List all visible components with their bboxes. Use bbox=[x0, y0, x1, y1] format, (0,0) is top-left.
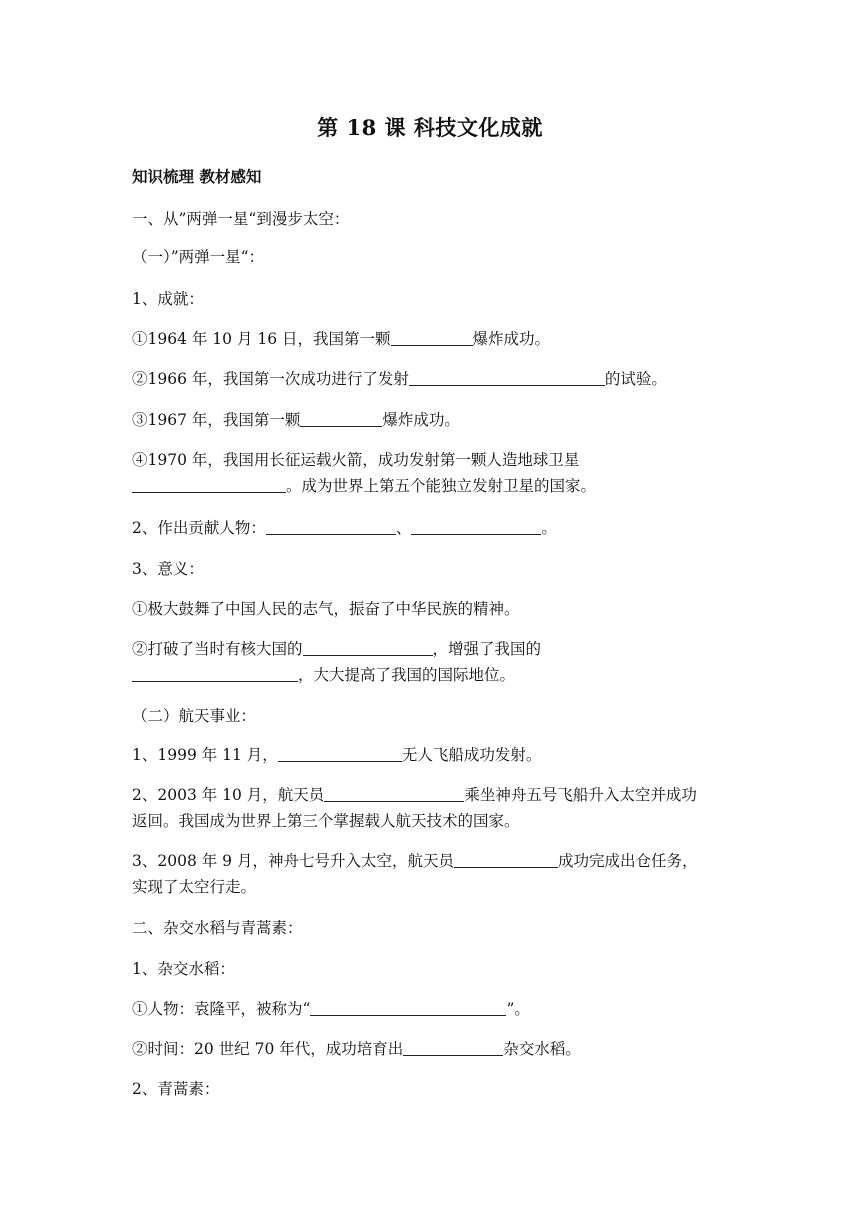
artemisinin-label: 2、青蒿素： bbox=[132, 1080, 220, 1098]
contributors-separator: 、 bbox=[395, 519, 412, 537]
space-item-2-line1 bbox=[132, 782, 742, 808]
page-title: 第 18 课 科技文化成就 bbox=[317, 115, 543, 140]
rice-item-1-text-before: ①人物：袁隆平，被称为“ bbox=[132, 1000, 311, 1018]
significance-1: ①极大鼓舞了中国人民的志气，振奋了中华民族的精神。 bbox=[132, 600, 520, 618]
fill-blank[interactable] bbox=[300, 410, 382, 427]
achievement-2-text-before: ②1966 年，我国第一次成功进行了发射 bbox=[132, 370, 409, 388]
fill-blank[interactable] bbox=[391, 329, 473, 346]
section-heading: 知识梳理 教材感知 bbox=[132, 167, 262, 186]
achievement-1-text-after: 爆炸成功。 bbox=[472, 330, 551, 348]
rice-item-1 bbox=[132, 996, 742, 1022]
significance-2-line1 bbox=[132, 636, 742, 662]
fill-blank[interactable] bbox=[132, 665, 298, 682]
fill-blank[interactable] bbox=[411, 518, 541, 535]
space-item-1-text-after: 无人飞船成功发射。 bbox=[401, 746, 542, 764]
fill-blank[interactable] bbox=[324, 785, 464, 802]
fill-blank[interactable] bbox=[403, 1039, 503, 1056]
fill-blank[interactable] bbox=[266, 518, 396, 535]
fill-blank[interactable] bbox=[303, 639, 433, 656]
space-item-3-text-before: 3、2008 年 9 月，神舟七号升入太空，航天员 bbox=[132, 852, 454, 870]
fill-blank[interactable] bbox=[132, 476, 286, 493]
space-item-3-text-mid: 成功完成出仓任务， bbox=[557, 852, 698, 870]
achievement-4-text-after: 。成为世界上第五个能独立发射卫星的国家。 bbox=[286, 477, 597, 495]
achievement-4-line2 bbox=[132, 473, 742, 499]
achievements-label: 1、成就： bbox=[132, 290, 204, 308]
significance-2-text-after: ，大大提高了我国的国际地位。 bbox=[298, 666, 516, 684]
achievement-2 bbox=[132, 366, 742, 392]
section1-title: 一、从”两弹一星“到漫步太空： bbox=[132, 210, 350, 228]
space-item-1-text-before: 1、1999 年 11 月， bbox=[132, 746, 278, 764]
space-item-3-line2: 实现了太空行走。 bbox=[132, 878, 257, 896]
contributors bbox=[132, 515, 742, 541]
fill-blank[interactable] bbox=[454, 851, 558, 868]
fill-blank[interactable] bbox=[278, 745, 402, 762]
space-item-2-text-before: 2、2003 年 10 月，航天员 bbox=[132, 786, 325, 804]
achievement-2-text-after: 的试验。 bbox=[604, 370, 667, 388]
contributors-label: 2、作出贡献人物： bbox=[132, 519, 266, 537]
fill-blank[interactable] bbox=[409, 369, 605, 386]
space-item-2-line2: 返回。我国成为世界上第三个掌握载人航天技术的国家。 bbox=[132, 812, 520, 830]
rice-item-2-text-before: ②时间：20 世纪 70 年代，成功培育出 bbox=[132, 1040, 404, 1058]
achievement-3 bbox=[132, 407, 742, 433]
rice-label: 1、杂交水稻： bbox=[132, 960, 235, 978]
subsection1-title: （一）”两弹一星“： bbox=[132, 248, 265, 266]
contributors-end: 。 bbox=[541, 519, 557, 537]
achievement-1 bbox=[132, 326, 742, 352]
space-item-1 bbox=[132, 742, 742, 768]
rice-item-2-text-after: 杂交水稻。 bbox=[503, 1040, 581, 1058]
section2-title: 二、杂交水稻与青蒿素： bbox=[132, 919, 303, 937]
achievement-3-text-after: 爆炸成功。 bbox=[382, 411, 460, 429]
significance-2-text-mid: ，增强了我国的 bbox=[432, 640, 542, 658]
significance-label: 3、意义： bbox=[132, 560, 204, 578]
space-item-3-line1 bbox=[132, 848, 742, 874]
achievement-3-text-before: ③1967 年，我国第一颗 bbox=[132, 411, 301, 429]
significance-2-text-before: ②打破了当时有核大国的 bbox=[132, 640, 303, 658]
achievement-1-text-before: ①1964 年 10 月 16 日，我国第一颗 bbox=[132, 330, 391, 348]
achievement-4-line1: ④1970 年，我国用长征运载火箭，成功发射第一颗人造地球卫星 bbox=[132, 451, 580, 469]
significance-2-line2 bbox=[132, 662, 742, 688]
rice-item-1-text-after: ”。 bbox=[506, 1000, 530, 1018]
subsection2-title: （二）航天事业： bbox=[132, 707, 257, 725]
fill-blank[interactable] bbox=[310, 999, 506, 1016]
rice-item-2 bbox=[132, 1036, 742, 1062]
space-item-2-text-mid: 乘坐神舟五号飞船升入太空并成功 bbox=[464, 786, 697, 804]
